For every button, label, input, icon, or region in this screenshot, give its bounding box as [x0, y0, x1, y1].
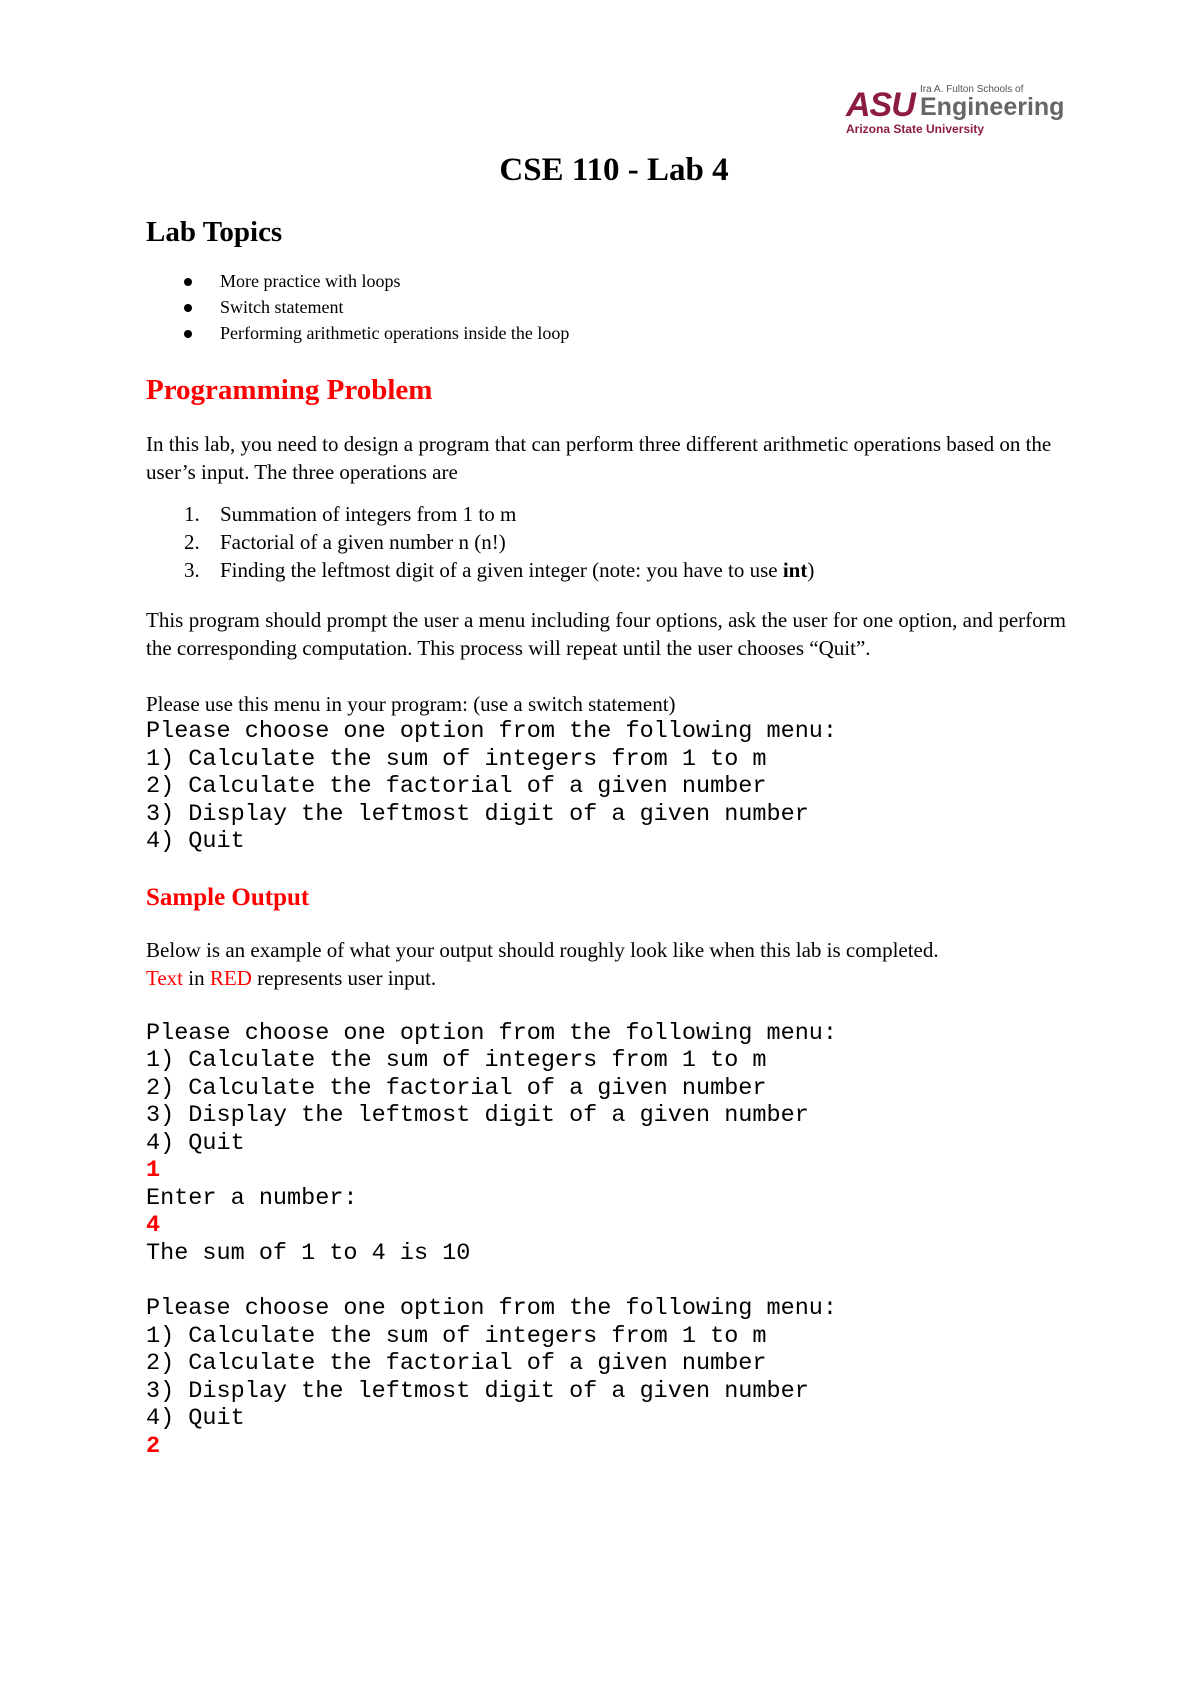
topic-item: Switch statement	[220, 294, 1066, 320]
menu-note: Please use this menu in your program: (use a switch statement)	[146, 692, 676, 716]
sample-output-heading: Sample Output	[146, 883, 310, 911]
menu-line: 4) Quit	[146, 1405, 245, 1432]
operation-item	[184, 500, 1066, 528]
menu-line: 1) Calculate the sum of integers from 1 to m	[146, 1322, 767, 1350]
legend-in: in	[183, 965, 210, 990]
operation-text: Factorial of a given number n (n!)	[220, 530, 506, 554]
enter-number-prompt: Enter a number:	[146, 1184, 358, 1212]
user-input-choice: 1	[146, 1157, 161, 1184]
logo-university-text: Arizona State University	[846, 122, 985, 136]
topic-item: More practice with loops	[220, 268, 1066, 294]
operation-number: 1.	[184, 502, 200, 526]
menu-line: 1) Calculate the sum of integers from 1 to m	[146, 745, 767, 773]
menu-line: 2) Calculate the factorial of a given number	[146, 773, 767, 800]
sample-run-2	[146, 1295, 1066, 1460]
document-body	[146, 148, 1066, 1460]
topic-item: Performing arithmetic operations inside the loop	[220, 320, 1066, 346]
logo-school-text: Ira A. Fulton Schools of	[920, 84, 1024, 95]
menu-line: 2) Calculate the factorial of a given number	[146, 1350, 767, 1377]
menu-line: 3) Display the leftmost digit of a given number	[146, 800, 809, 828]
programming-problem-heading: Programming Problem	[146, 374, 433, 406]
operation-text: Summation of integers from 1 to m	[220, 502, 517, 526]
operation-number: 3.	[184, 558, 200, 582]
menu-line: Please choose one option from the following menu:	[146, 1019, 838, 1047]
legend-rest: represents user input.	[251, 965, 437, 990]
operation-item	[184, 528, 1066, 556]
operation-number: 2.	[184, 530, 200, 554]
sample-intro-legend	[146, 964, 1066, 992]
menu-line: Please choose one option from the following menu:	[146, 718, 838, 745]
prompt-paragraph: This program should prompt the user a menu including four options, ask the user for one option, and perform the corresponding computation. This process will repeat until the user chooses “Quit”.	[146, 608, 1066, 660]
asu-logo-mark: ASU	[846, 86, 915, 124]
sample-intro-line: Below is an example of what your output should roughly look like when this lab is completed.	[146, 937, 939, 962]
user-input-choice: 2	[146, 1432, 161, 1460]
lab-topics-heading: Lab Topics	[146, 216, 283, 248]
menu-line: 2) Calculate the factorial of a given number	[146, 1074, 767, 1102]
asu-engineering-logo	[846, 84, 1065, 136]
user-input-number: 4	[146, 1212, 161, 1239]
operation-text: Finding the leftmost digit of a given integer (note: you have to use	[220, 558, 783, 582]
problem-intro: In this lab, you need to design a program that can perform three different arithmetic operations based on the user’s input. The three operations are	[146, 432, 1052, 484]
sum-result-line: The sum of 1 to 4 is 10	[146, 1239, 471, 1267]
menu-line: 3) Display the leftmost digit of a given number	[146, 1377, 809, 1405]
lab-topics-list	[146, 268, 1066, 346]
operation-text-end: )	[807, 558, 815, 582]
legend-text-word: Text	[146, 965, 184, 990]
logo-engineering-text: Engineering	[920, 93, 1065, 121]
operations-list	[146, 500, 1066, 584]
menu-line: 1) Calculate the sum of integers from 1 to m	[146, 1047, 767, 1074]
menu-line: 4) Quit	[146, 1129, 245, 1157]
menu-line: 4) Quit	[146, 828, 245, 855]
menu-line: 3) Display the leftmost digit of a given number	[146, 1102, 809, 1129]
sample-run-1	[146, 1020, 1066, 1268]
operation-item	[184, 556, 1066, 584]
page-title: CSE 110 - Lab 4	[499, 152, 729, 188]
legend-red-word: RED	[209, 965, 252, 990]
int-keyword: int	[782, 558, 808, 582]
menu-code-block	[146, 718, 1066, 856]
menu-line: Please choose one option from the following menu:	[146, 1295, 838, 1322]
